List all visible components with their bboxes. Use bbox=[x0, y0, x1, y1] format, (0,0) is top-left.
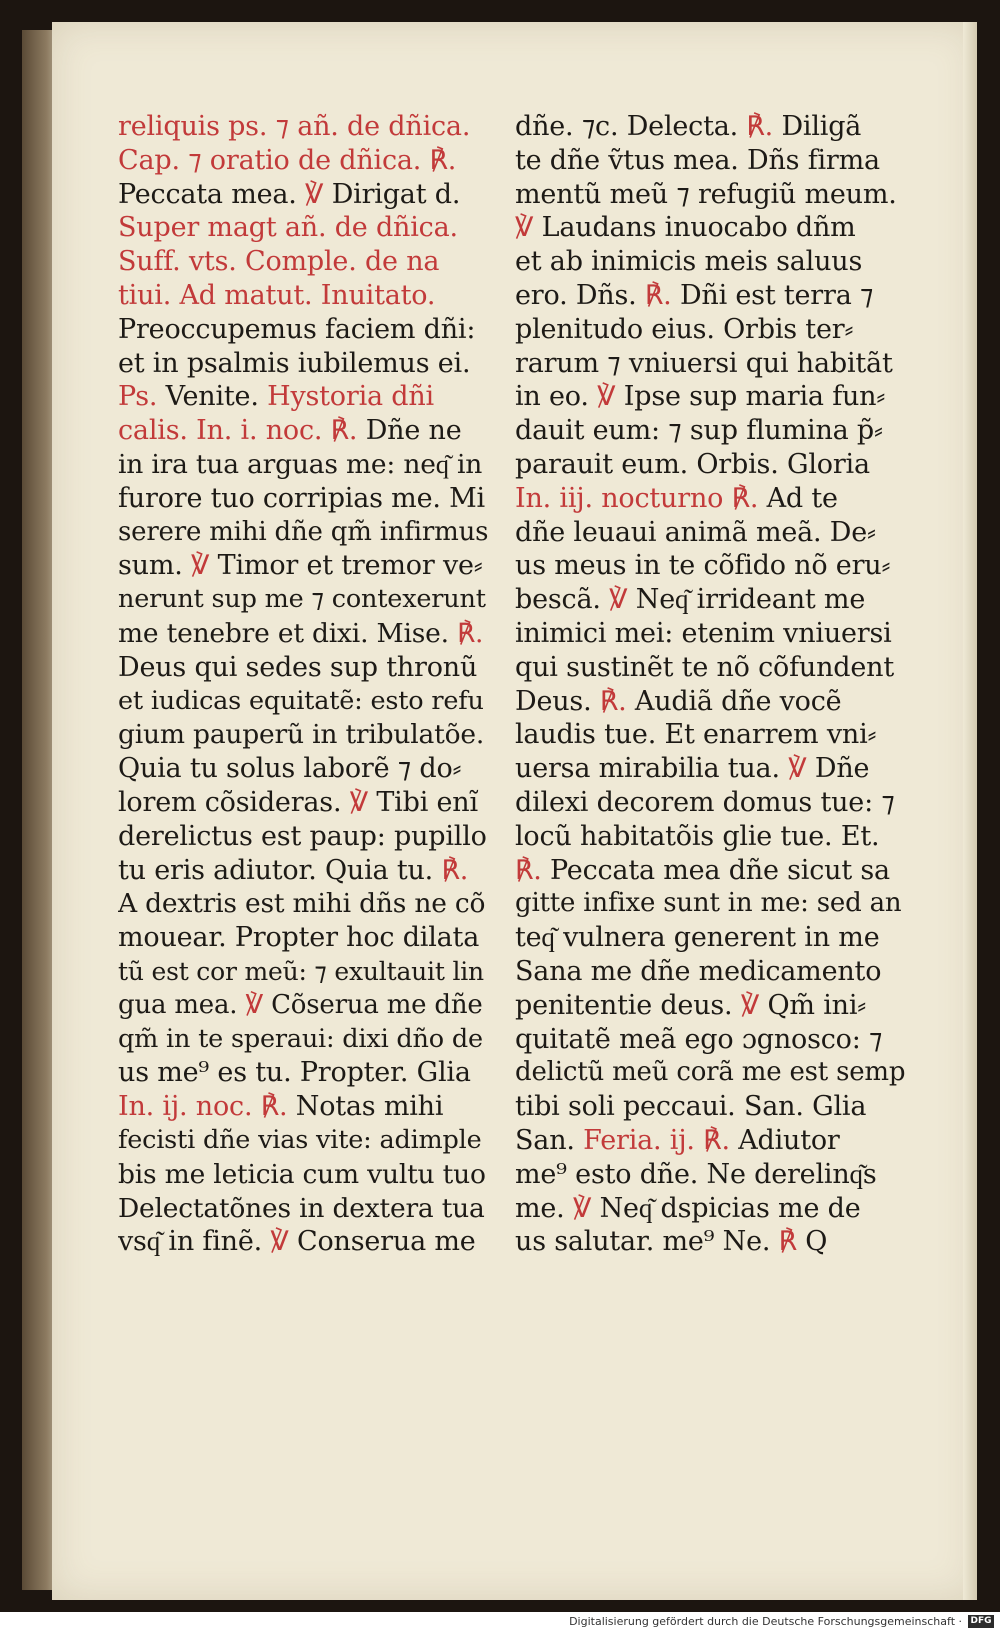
text-line bbox=[118, 685, 488, 719]
rubric-text: reliquis ps. ⁊ añ. de dñica. bbox=[118, 111, 471, 142]
rubric-text: ℟. bbox=[457, 617, 484, 649]
text-line bbox=[118, 786, 488, 820]
text-line bbox=[118, 347, 488, 381]
body-text: tu eris adiutor. Quia tu. bbox=[118, 854, 442, 886]
text-line bbox=[118, 1056, 488, 1090]
body-text: furore tuo corripias me. Mi bbox=[118, 482, 485, 514]
body-text: Peccata mea. bbox=[118, 178, 306, 210]
body-text: inimici mei: etenim vniuersi bbox=[515, 617, 892, 649]
text-line bbox=[118, 955, 488, 989]
body-text: lorem cõsideras. bbox=[118, 786, 350, 818]
text-line bbox=[118, 1090, 488, 1124]
rubric-text: Cap. ⁊ oratio de dñica. ℟. bbox=[118, 144, 457, 176]
body-text: qm̃ in te speraui: dixi dño de bbox=[118, 1023, 483, 1054]
body-text: in ira tua arguas me: neq͂ in bbox=[118, 448, 483, 480]
rubric-text: ℣ bbox=[270, 1226, 298, 1258]
text-line bbox=[515, 820, 905, 854]
text-line bbox=[515, 144, 905, 178]
rubric-text: calis. In. i. noc. ℟. bbox=[118, 415, 366, 447]
body-text: locũ habitatõis glie tue. Et. bbox=[515, 820, 880, 852]
rubric-text: ℣ bbox=[245, 989, 272, 1020]
body-text: Conserua me bbox=[297, 1226, 476, 1258]
body-text: delictũ meũ corã me est semp bbox=[515, 1057, 905, 1088]
body-text: A dextris est mihi dñs ne cõ bbox=[118, 888, 486, 920]
body-text: Q bbox=[805, 1226, 828, 1258]
text-line bbox=[515, 1158, 905, 1192]
body-text: vsq͂ in finẽ. bbox=[118, 1226, 271, 1258]
body-text: uersa mirabilia tua. bbox=[515, 753, 789, 785]
body-text: gium pauperũ in tribulatõe. bbox=[118, 719, 485, 751]
rubric-text: ℣ bbox=[191, 550, 218, 582]
body-text: laudis tue. Et enarrem vni⸗ bbox=[515, 719, 877, 751]
body-text: Notas mihi bbox=[295, 1091, 444, 1123]
body-text: parauit eum. Orbis. Gloria bbox=[515, 448, 870, 480]
body-text: serere mihi dñe qm̃ infirmus bbox=[118, 516, 488, 547]
rubric-text: ℣ bbox=[572, 1192, 600, 1224]
text-line bbox=[515, 448, 905, 482]
text-line bbox=[118, 448, 488, 482]
body-text: Delectatõnes in dextera tua bbox=[118, 1192, 485, 1224]
text-line bbox=[515, 685, 905, 719]
body-text: et iudicas equitatẽ: esto refu bbox=[118, 685, 484, 716]
body-text: us salutar. me⁹ Ne. bbox=[515, 1226, 779, 1258]
body-text: nerunt sup me ⁊ contexerunt bbox=[118, 584, 486, 615]
body-text: et in psalmis iubilemus ei. bbox=[118, 347, 471, 379]
body-text: mentũ meũ ⁊ refugiũ meum. bbox=[515, 178, 897, 210]
body-text: sum. bbox=[118, 550, 192, 582]
rubric-text: ℣ bbox=[740, 989, 768, 1021]
body-text: rarum ⁊ vniuersi qui habitãt bbox=[515, 347, 893, 379]
body-text: Timor et tremor ve⸗ bbox=[217, 550, 483, 582]
footer-funding-notice: Digitalisierung gefördert durch die Deutsche Forschungsgemeinschaft · bbox=[569, 1615, 962, 1628]
rubric-text: Ps. bbox=[118, 381, 166, 413]
text-line bbox=[515, 414, 905, 448]
text-line bbox=[118, 414, 488, 448]
body-text: Dirigat d. bbox=[331, 178, 461, 210]
text-line bbox=[515, 718, 905, 752]
page-edge-shadow bbox=[963, 22, 977, 1600]
text-line bbox=[118, 921, 488, 955]
body-text: us meus in te cõfido nõ eru⸗ bbox=[515, 550, 891, 582]
body-text: Peccata mea dñe sicut sa bbox=[550, 854, 890, 886]
body-text: Adiutor bbox=[738, 1124, 840, 1156]
body-text: me tenebre et dixi. Mise. bbox=[118, 617, 458, 649]
text-line bbox=[118, 516, 488, 550]
body-text: Quia tu solus laborẽ ⁊ do⸗ bbox=[118, 753, 462, 785]
rubric-text: ℣ bbox=[349, 786, 377, 818]
body-text: qui sustinẽt te nõ cõfundent bbox=[515, 651, 894, 683]
text-line bbox=[118, 989, 488, 1023]
rubric-text: Super magt añ. de dñica. bbox=[118, 212, 458, 244]
body-text: Tibi enĩ bbox=[376, 786, 478, 818]
body-text: plenitudo eius. Orbis ter⸗ bbox=[515, 313, 854, 345]
body-text: Ipse sup maria fun⸗ bbox=[623, 381, 886, 413]
body-text: me⁹ esto dñe. Ne derelinq͂s bbox=[515, 1158, 877, 1190]
body-text: dilexi decorem domus tue: ⁊ bbox=[515, 786, 895, 818]
text-line bbox=[515, 651, 905, 685]
body-text: derelictus est paup: pupillo bbox=[118, 820, 487, 852]
rubric-text: In. iij. nocturno ℟. bbox=[515, 482, 767, 514]
rubric-text: Feria. ij. ℟. bbox=[583, 1124, 739, 1156]
text-line bbox=[515, 1225, 905, 1259]
body-text: fecisti dñe vias vite: adimple bbox=[118, 1124, 482, 1155]
text-line bbox=[515, 110, 905, 144]
text-line bbox=[515, 380, 905, 414]
text-line bbox=[515, 549, 905, 583]
body-text: Audiã dñe vocẽ bbox=[634, 685, 842, 717]
text-line bbox=[118, 1158, 488, 1192]
body-text: us me⁹ es tu. Propter. Glia bbox=[118, 1057, 471, 1089]
text-line bbox=[118, 144, 488, 178]
text-line bbox=[118, 211, 488, 245]
text-line bbox=[515, 921, 905, 955]
body-text: dñe leuaui animã meã. De⸗ bbox=[515, 516, 876, 548]
rubric-text: ℟. bbox=[644, 279, 680, 311]
text-line bbox=[118, 313, 488, 347]
rubric-text: Suff. vts. Comple. de na bbox=[118, 246, 440, 278]
body-text: dñe. ⁊c. Delecta. bbox=[515, 111, 747, 142]
text-line bbox=[118, 718, 488, 752]
body-text: San. bbox=[515, 1124, 584, 1156]
body-text: Diligã bbox=[781, 111, 862, 142]
text-line bbox=[515, 955, 905, 989]
text-line bbox=[515, 617, 905, 651]
text-line bbox=[515, 211, 905, 245]
rubric-text: ℣ bbox=[609, 584, 636, 616]
text-line bbox=[515, 482, 905, 516]
body-text: tũ est cor meũ: ⁊ exultauit lin bbox=[118, 956, 484, 986]
rubric-text: ℟. bbox=[441, 854, 469, 886]
body-text: ero. Dñs. bbox=[515, 279, 645, 311]
body-text: me. bbox=[515, 1192, 573, 1224]
body-text: teq͂ vulnera generent in me bbox=[515, 922, 880, 954]
text-line bbox=[118, 583, 488, 617]
text-line bbox=[118, 617, 488, 651]
rubric-text: ℟. bbox=[746, 111, 782, 142]
text-line bbox=[515, 1124, 905, 1158]
body-text: bis me leticia cum vultu tuo bbox=[118, 1158, 486, 1190]
text-line bbox=[118, 1225, 488, 1259]
text-line bbox=[118, 854, 488, 888]
body-text: mouear. Propter hoc dilata bbox=[118, 922, 480, 954]
text-line bbox=[118, 482, 488, 516]
body-text: tibi soli peccaui. San. Glia bbox=[515, 1091, 867, 1123]
body-text: in eo. bbox=[515, 381, 598, 413]
rubric-text: ℟ bbox=[778, 1226, 806, 1258]
body-text: penitentie deus. bbox=[515, 989, 741, 1021]
text-line bbox=[515, 516, 905, 550]
text-line bbox=[515, 989, 905, 1023]
text-line bbox=[515, 583, 905, 617]
rubric-text: ℣ bbox=[788, 753, 815, 785]
text-line bbox=[515, 178, 905, 212]
text-line bbox=[118, 178, 488, 212]
body-text: Dñe bbox=[814, 753, 870, 785]
body-text: quitatẽ meã ego ɔgnosco: ⁊ bbox=[515, 1023, 883, 1055]
text-line bbox=[515, 245, 905, 279]
text-line bbox=[118, 820, 488, 854]
text-line bbox=[515, 786, 905, 820]
rubric-text: ℣ bbox=[597, 381, 624, 413]
text-line bbox=[118, 110, 488, 144]
body-text: bescã. bbox=[515, 584, 610, 616]
body-text: Ad te bbox=[766, 482, 838, 514]
digitization-footer bbox=[0, 1612, 1000, 1632]
text-line bbox=[118, 279, 488, 313]
rubric-text: ℟. bbox=[515, 854, 551, 886]
text-line bbox=[515, 313, 905, 347]
text-line bbox=[515, 887, 905, 921]
dfg-logo: DFG bbox=[968, 1615, 994, 1628]
body-text: et ab inimicis meis saluus bbox=[515, 246, 863, 278]
text-line bbox=[118, 887, 488, 921]
rubric-text: In. ij. noc. ℟. bbox=[118, 1091, 296, 1123]
body-text: Dñe ne bbox=[365, 415, 462, 447]
text-line bbox=[118, 1023, 488, 1057]
text-line bbox=[515, 1056, 905, 1090]
text-line bbox=[118, 1192, 488, 1226]
body-text: Deus qui sedes sup thronũ bbox=[118, 651, 478, 683]
body-text: Dñi est terra ⁊ bbox=[679, 279, 874, 311]
text-line bbox=[118, 380, 488, 414]
body-text: gitte infixe sunt in me: sed an bbox=[515, 888, 902, 919]
text-line bbox=[118, 245, 488, 279]
body-text: Qm̃ ini⸗ bbox=[767, 989, 867, 1021]
rubric-text: Hystoria dñi bbox=[258, 381, 434, 413]
text-line bbox=[118, 651, 488, 685]
text-line bbox=[118, 549, 488, 583]
body-text: Deus. bbox=[515, 685, 600, 717]
left-text-column bbox=[118, 110, 488, 1259]
rubric-text: ℣ bbox=[515, 212, 542, 244]
body-text: Neq͂ dspicias me de bbox=[599, 1192, 861, 1224]
body-text: dauit eum: ⁊ sup flumina p̃⸗ bbox=[515, 415, 883, 447]
body-text: Cõserua me dñe bbox=[271, 989, 483, 1020]
text-line bbox=[118, 752, 488, 786]
text-line bbox=[515, 1192, 905, 1226]
text-line bbox=[515, 347, 905, 381]
body-text: gua mea. bbox=[118, 989, 246, 1020]
body-text: Sana me dñe medicamento bbox=[515, 955, 882, 987]
body-text: Laudans inuocabo dñm bbox=[541, 212, 856, 244]
right-text-column bbox=[515, 110, 905, 1259]
body-text: Venite. bbox=[165, 381, 259, 413]
body-text: Neq͂ irrideant me bbox=[635, 584, 866, 616]
text-line bbox=[515, 1090, 905, 1124]
body-text: te dñe ṽtus mea. Dñs firma bbox=[515, 144, 880, 176]
body-text: Preoccupemus faciem dñi: bbox=[118, 313, 476, 345]
text-line bbox=[118, 1124, 488, 1158]
text-line bbox=[515, 752, 905, 786]
text-line bbox=[515, 1023, 905, 1057]
text-line bbox=[515, 279, 905, 313]
text-line bbox=[515, 854, 905, 888]
rubric-text: ℟. bbox=[599, 685, 635, 717]
rubric-text: ℣ bbox=[305, 178, 332, 210]
rubric-text: tiui. Ad matut. Inuitato. bbox=[118, 279, 436, 311]
